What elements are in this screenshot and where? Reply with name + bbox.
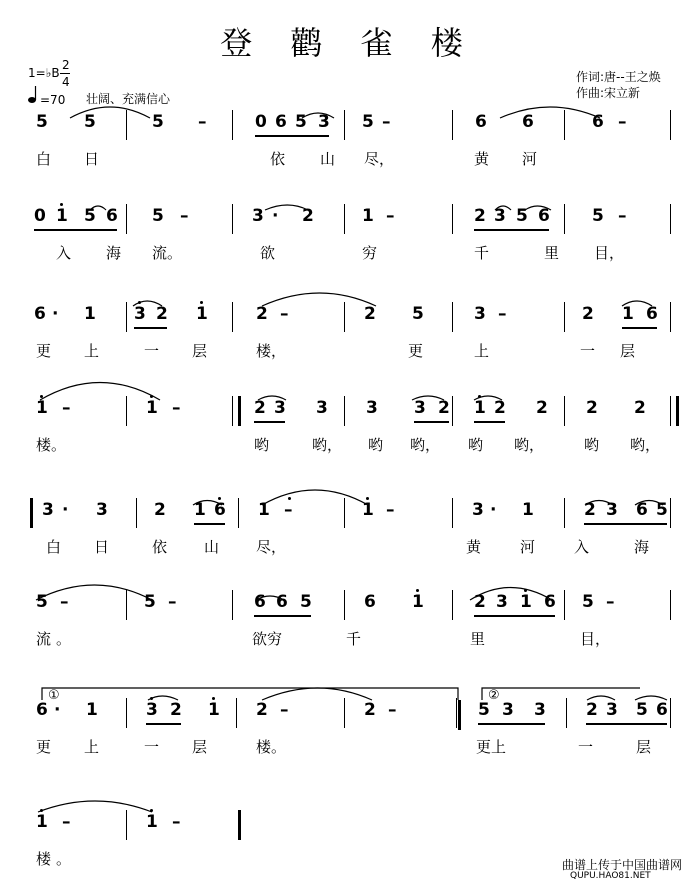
note: 2 [634, 398, 646, 418]
mood-marking: 壮阔、充满信心 [86, 92, 171, 106]
lyric-syllable: 哟 [584, 436, 600, 454]
lyric-syllable: 山 [320, 150, 336, 168]
lyric-syllable: 更 [36, 738, 52, 756]
note: 1 [56, 206, 68, 226]
lyric-syllable: 穷 [362, 244, 378, 262]
note: 1 [208, 700, 220, 720]
note: 1 [412, 592, 424, 612]
note: 5 [84, 112, 96, 132]
note: 2 [474, 592, 486, 612]
lyric-syllable: 上 [84, 342, 100, 360]
note: 5 [300, 592, 312, 612]
note: 6 [646, 304, 658, 324]
note: 6 [36, 700, 48, 720]
tie [265, 205, 308, 210]
note: 3 [366, 398, 378, 418]
note: 3 [146, 700, 158, 720]
tie [90, 206, 106, 210]
lyric-syllable: 尽， [256, 538, 287, 556]
note: 5 [592, 206, 604, 226]
note: 2 [364, 700, 376, 720]
lyric-syllable: 入 [56, 244, 72, 262]
note: 2 [586, 700, 598, 720]
note: 1 [520, 592, 532, 612]
lyric-syllable: 上 [84, 738, 100, 756]
lyric-syllable: 山 [204, 538, 220, 556]
lyric-syllable: 白 [36, 150, 52, 168]
note: · [490, 500, 497, 520]
note: 2 [170, 700, 182, 720]
lyric-syllable: 日 [84, 150, 100, 168]
note: 6 [276, 592, 288, 612]
lyric-syllable: 哟， [630, 436, 661, 454]
lyric-syllable: 一 [578, 738, 594, 756]
lyric-syllable: 黄 [466, 538, 482, 556]
lyric-syllable: 目， [594, 244, 625, 262]
note: 6 [538, 206, 550, 226]
lyric-syllable: 流。 [152, 244, 183, 262]
lyric-syllable: 。 [56, 850, 72, 868]
lyric-syllable: 黄 [474, 150, 490, 168]
note: 3 [42, 500, 54, 520]
note: 3 [318, 112, 330, 132]
lyric-syllable: 上 [474, 342, 490, 360]
lyric-syllable: 依 [270, 150, 286, 168]
tie [258, 396, 286, 400]
lyric-syllable: 哟 [254, 436, 270, 454]
lyric-syllable: 楼。 [256, 738, 287, 756]
note: 2 [154, 500, 166, 520]
note: – [618, 206, 627, 226]
note: 6 [214, 500, 226, 520]
footer-credit: 曲谱上传于中国曲谱网 [562, 858, 683, 872]
tie [470, 588, 552, 601]
note: · [52, 304, 59, 324]
volta-first: ① [48, 688, 60, 703]
tie [495, 206, 511, 210]
tie [587, 696, 615, 700]
note: 2 [438, 398, 450, 418]
note: 5 [362, 112, 374, 132]
note: 5 [636, 700, 648, 720]
note: 1 [84, 304, 96, 324]
tie [262, 688, 372, 700]
time-sig-bottom: 4 [62, 75, 70, 89]
note: 6 [636, 500, 648, 520]
tie [500, 107, 600, 118]
note: 0 [255, 112, 267, 132]
note: 5 [36, 112, 48, 132]
note: – [62, 812, 71, 832]
note: 5 [478, 700, 490, 720]
note: 3 [472, 500, 484, 520]
note: 3 [496, 592, 508, 612]
note: – [60, 592, 69, 612]
lyric-syllable: 入 [574, 538, 590, 556]
lyric-syllable: 哟， [312, 436, 343, 454]
note: 3 [96, 500, 108, 520]
key-label: 1=♭B [28, 66, 60, 80]
note: 2 [582, 304, 594, 324]
note: 2 [256, 700, 268, 720]
note: 1 [522, 500, 534, 520]
lyric-syllable: 更 [408, 342, 424, 360]
note: 1 [196, 304, 208, 324]
note: 3 [606, 500, 618, 520]
note: 5 [295, 112, 307, 132]
lyric-syllable: 尽， [364, 150, 395, 168]
lyric-syllable: 哟， [514, 436, 545, 454]
tie [40, 383, 160, 401]
note: 5 [412, 304, 424, 324]
tie [412, 396, 444, 400]
note: 2 [254, 398, 266, 418]
lyric-syllable: 里 [544, 244, 560, 262]
note: 1 [362, 500, 374, 520]
lyric-syllable: 日 [94, 538, 110, 556]
volta-second: ② [488, 688, 500, 703]
note: 3 [494, 206, 506, 226]
lyric-syllable: 层 [636, 738, 652, 756]
lyric-syllable: 欲穷 [252, 630, 283, 648]
note: 2 [256, 304, 268, 324]
lyric-syllable: 一 [144, 342, 160, 360]
lyric-syllable: 欲 [260, 244, 276, 262]
lyric-syllable: 白 [46, 538, 62, 556]
note: 5 [36, 592, 48, 612]
tie [256, 596, 284, 600]
tie [70, 107, 150, 118]
note: – [198, 112, 207, 132]
note: 6 [656, 700, 668, 720]
tie [36, 585, 152, 600]
note: 1 [36, 812, 48, 832]
lyric-syllable: 。 [56, 630, 72, 648]
note: 2 [302, 206, 314, 226]
lyric-syllable: 千 [474, 244, 490, 262]
lyric-syllable: 千 [346, 630, 362, 648]
lyric-syllable: 层 [620, 342, 636, 360]
note: 1 [362, 206, 374, 226]
tie [635, 696, 667, 700]
tie [193, 501, 222, 506]
note: 6 [364, 592, 376, 612]
lyric-syllable: 河 [520, 538, 536, 556]
note: 2 [364, 304, 376, 324]
note: – [386, 500, 395, 520]
lyric-syllable: 一 [580, 342, 596, 360]
lyric-syllable: 海 [634, 538, 650, 556]
note: 3 [474, 304, 486, 324]
lyric-syllable: 层 [192, 342, 208, 360]
note: 3 [502, 700, 514, 720]
note: 3 [316, 398, 328, 418]
tie [525, 206, 551, 210]
lyric-syllable: 一 [144, 738, 160, 756]
note: · [62, 500, 69, 520]
lyric-syllable: 里 [470, 630, 486, 648]
note: 2 [584, 500, 596, 520]
lyric-syllable: 海 [106, 244, 122, 262]
note: 6 [475, 112, 487, 132]
tie [38, 801, 152, 812]
lyric-syllable: 楼 [36, 850, 52, 868]
tie [585, 501, 613, 506]
note: 3 [134, 304, 146, 324]
lyric-syllable: 依 [152, 538, 168, 556]
note: – [168, 592, 177, 612]
note: 6 [254, 592, 266, 612]
lyric-syllable: 哟， [410, 436, 441, 454]
note: 2 [474, 206, 486, 226]
tie [148, 696, 178, 700]
note: 6 [34, 304, 46, 324]
note: – [498, 304, 507, 324]
note: – [280, 304, 289, 324]
note: 6 [544, 592, 556, 612]
footer-url: QUPU.HAO81.NET [570, 871, 651, 881]
note: 5 [84, 206, 96, 226]
note: – [180, 206, 189, 226]
note: 2 [156, 304, 168, 324]
tie [622, 301, 652, 306]
note: 1 [474, 398, 486, 418]
note: 1 [194, 500, 206, 520]
note: 3 [252, 206, 264, 226]
note: 3 [534, 700, 546, 720]
note: · [272, 206, 279, 226]
lyric-syllable: 层 [192, 738, 208, 756]
note: 1 [146, 812, 158, 832]
note: 0 [34, 206, 46, 226]
lyric-syllable: 目， [580, 630, 611, 648]
time-sig-top: 2 [62, 58, 70, 72]
note: 5 [582, 592, 594, 612]
lyric-syllable: 流 [36, 630, 52, 648]
note: · [54, 700, 61, 720]
note: 5 [656, 500, 668, 520]
note: 3 [414, 398, 426, 418]
volta-bracket-2 [482, 688, 640, 700]
note: 5 [144, 592, 156, 612]
lyric-syllable: 更上 [476, 738, 507, 756]
tie [133, 301, 162, 306]
note: 5 [516, 206, 528, 226]
note: 1 [258, 500, 270, 520]
volta-bracket-1 [42, 688, 458, 700]
note: 2 [536, 398, 548, 418]
tie [635, 501, 663, 506]
note: – [62, 398, 71, 418]
note: – [280, 700, 289, 720]
tie [262, 490, 368, 505]
note: – [382, 112, 391, 132]
note: – [618, 112, 627, 132]
note: 6 [275, 112, 287, 132]
note: 6 [522, 112, 534, 132]
note: 3 [274, 398, 286, 418]
note: 6 [106, 206, 118, 226]
lyric-syllable: 河 [522, 150, 538, 168]
composer: 作曲:宋立新 [576, 86, 641, 100]
note: 1 [622, 304, 634, 324]
lyricist: 作词:唐--王之焕 [576, 70, 661, 84]
lyric-syllable: 更 [36, 342, 52, 360]
note: 1 [146, 398, 158, 418]
note: – [284, 500, 293, 520]
note: – [388, 700, 397, 720]
note: 6 [592, 112, 604, 132]
lyric-syllable: 哟 [368, 436, 384, 454]
note: – [386, 206, 395, 226]
lyric-syllable: 哟 [468, 436, 484, 454]
note: – [172, 398, 181, 418]
lyric-syllable: 楼， [256, 342, 287, 360]
tie [474, 396, 502, 400]
note: – [606, 592, 615, 612]
page-title: 登 鹳 雀 楼 [220, 24, 477, 62]
note: – [172, 812, 181, 832]
tie [302, 113, 334, 118]
note: 2 [586, 398, 598, 418]
note: 1 [86, 700, 98, 720]
tempo: =70 [40, 93, 66, 107]
note: 1 [36, 398, 48, 418]
note: 5 [152, 112, 164, 132]
lyric-syllable: 楼。 [36, 436, 67, 454]
note: 2 [494, 398, 506, 418]
tie [262, 293, 376, 306]
note: 3 [606, 700, 618, 720]
note: 5 [152, 206, 164, 226]
